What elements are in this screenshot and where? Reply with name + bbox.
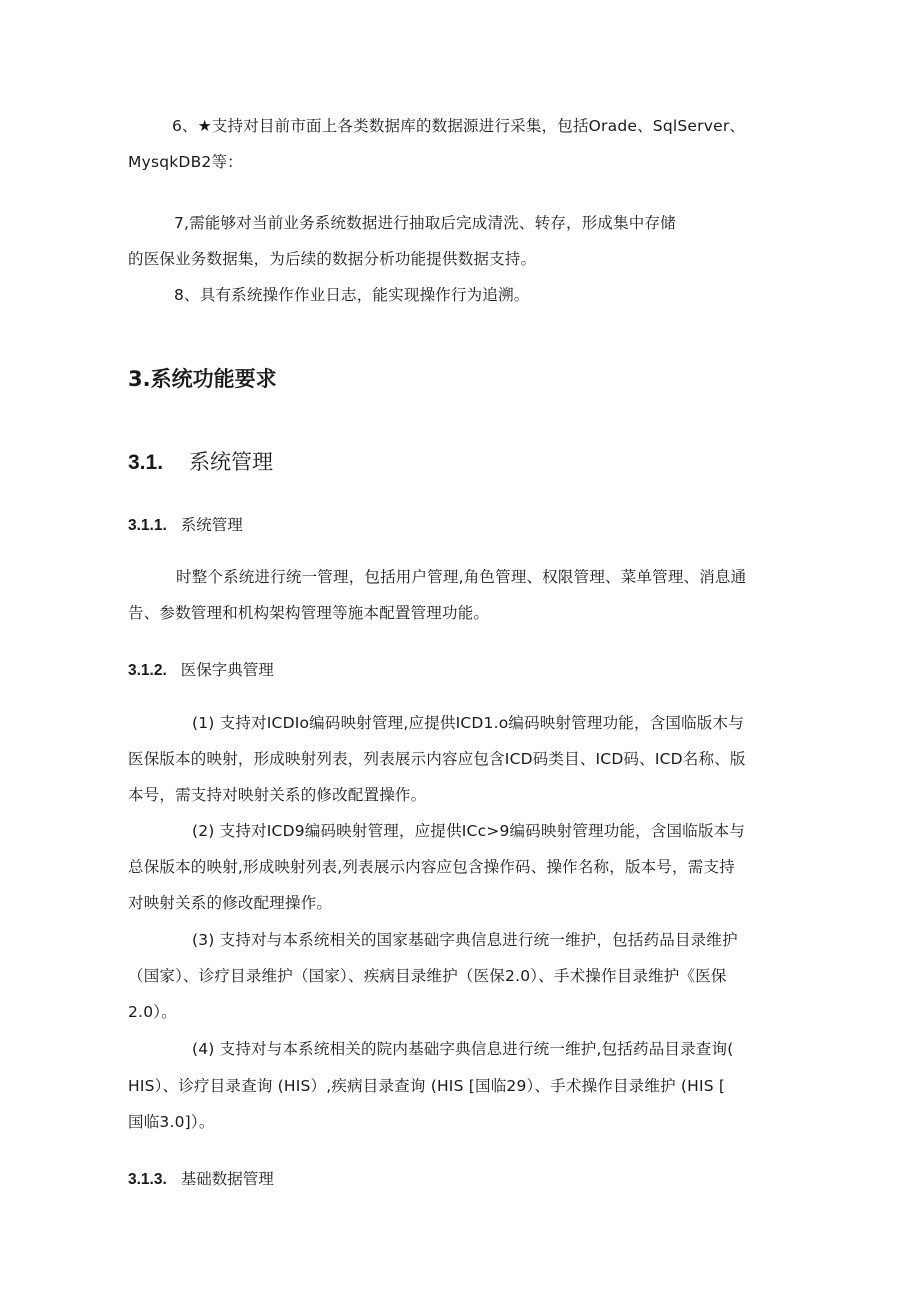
dict-item-4-line-3: 国临3.0]）。 <box>128 1113 215 1131</box>
section-3-1-1-para-line-1: 时整个系统进行统一管理，包括用户管理,角色管理、权限管理、菜单管理、消息通 <box>176 568 747 586</box>
item-6-line-2: MysqkDB2等： <box>128 153 243 171</box>
dict-item-3-line-1: (3) 支持对与本系统相关的国家基础字典信息进行统一维护，包括药品目录维护 <box>192 931 738 949</box>
section-3-1-1-para-line-2: 告、参数管理和机构架构管理等施本配置管理功能。 <box>128 604 490 622</box>
section-3-heading: 3.系统功能要求 <box>128 367 277 391</box>
section-3-1-1-number: 3.1.1. <box>128 517 167 534</box>
dict-item-1-line-2: 医保版本的映射，形成映射列表，列表展示内容应包含ICD码类目、ICD码、ICD名称、版 <box>128 750 746 768</box>
dict-item-3-line-2: （国家）、诊疗目录维护（国家）、疾病目录维护（医保2.0）、手术操作目录维护《医保 <box>128 967 727 985</box>
dict-item-1-line-1: (1) 支持对ICDIo编码映射管理,应提供ICD1.o编码映射管理功能，含国临版木与 <box>192 714 744 732</box>
section-3-1-3-title: 基础数据管理 <box>180 1170 274 1188</box>
dict-item-4-line-1: (4) 支持对与本系统相关的院内基础字典信息进行统一维护,包括药品目录查询( <box>192 1040 734 1058</box>
dict-item-1-line-3: 本号，需支持对映射关系的修改配置操作。 <box>128 786 427 804</box>
section-3-1-2-number: 3.1.2. <box>128 662 167 679</box>
dict-item-2-line-3: 对映射关系的修改配理操作。 <box>128 894 333 912</box>
section-3-1-title: 系统管理 <box>189 450 274 474</box>
dict-item-2-line-1: (2) 支持对ICD9编码映射管理，应提供ICc>9编码映射管理功能，含国临版本与 <box>192 822 746 840</box>
dict-item-3-line-3: 2.0）。 <box>128 1003 177 1021</box>
item-7-line-1: 7,需能够对当前业务系统数据进行抽取后完成清洗、转存，形成集中存储 <box>174 214 676 232</box>
section-3-1-1-heading <box>128 513 243 535</box>
item-7-line-2: 的医保业务数据集，为后续的数据分析功能提供数据支持。 <box>128 250 537 268</box>
section-3-1-number: 3.1. <box>128 451 164 474</box>
section-3-1-3-heading <box>128 1167 274 1189</box>
dict-item-2-line-2: 总保版本的映射,形成映射列表,列表展示内容应包含操作码、操作名称，版本号，需支持 <box>128 858 735 876</box>
item-8: 8、具有系统操作作业日志，能实现操作行为追溯。 <box>174 286 530 304</box>
section-3-1-2-title: 医保字典管理 <box>180 661 274 679</box>
section-3-1-1-title: 系统管理 <box>180 516 243 534</box>
section-3-1-heading <box>128 446 273 476</box>
dict-item-4-line-2: HIS）、诊疗目录查询 (HIS）,疾病目录查询 (HIS [国临29）、手术操作目录维护 (HIS [ <box>128 1077 726 1095</box>
section-3-1-2-heading <box>128 658 274 680</box>
section-3-1-3-number: 3.1.3. <box>128 1171 167 1188</box>
item-6-line-1: 6、★支持对目前市面上各类数据库的数据源进行采集，包括Orade、SqlServer、 <box>172 117 746 135</box>
